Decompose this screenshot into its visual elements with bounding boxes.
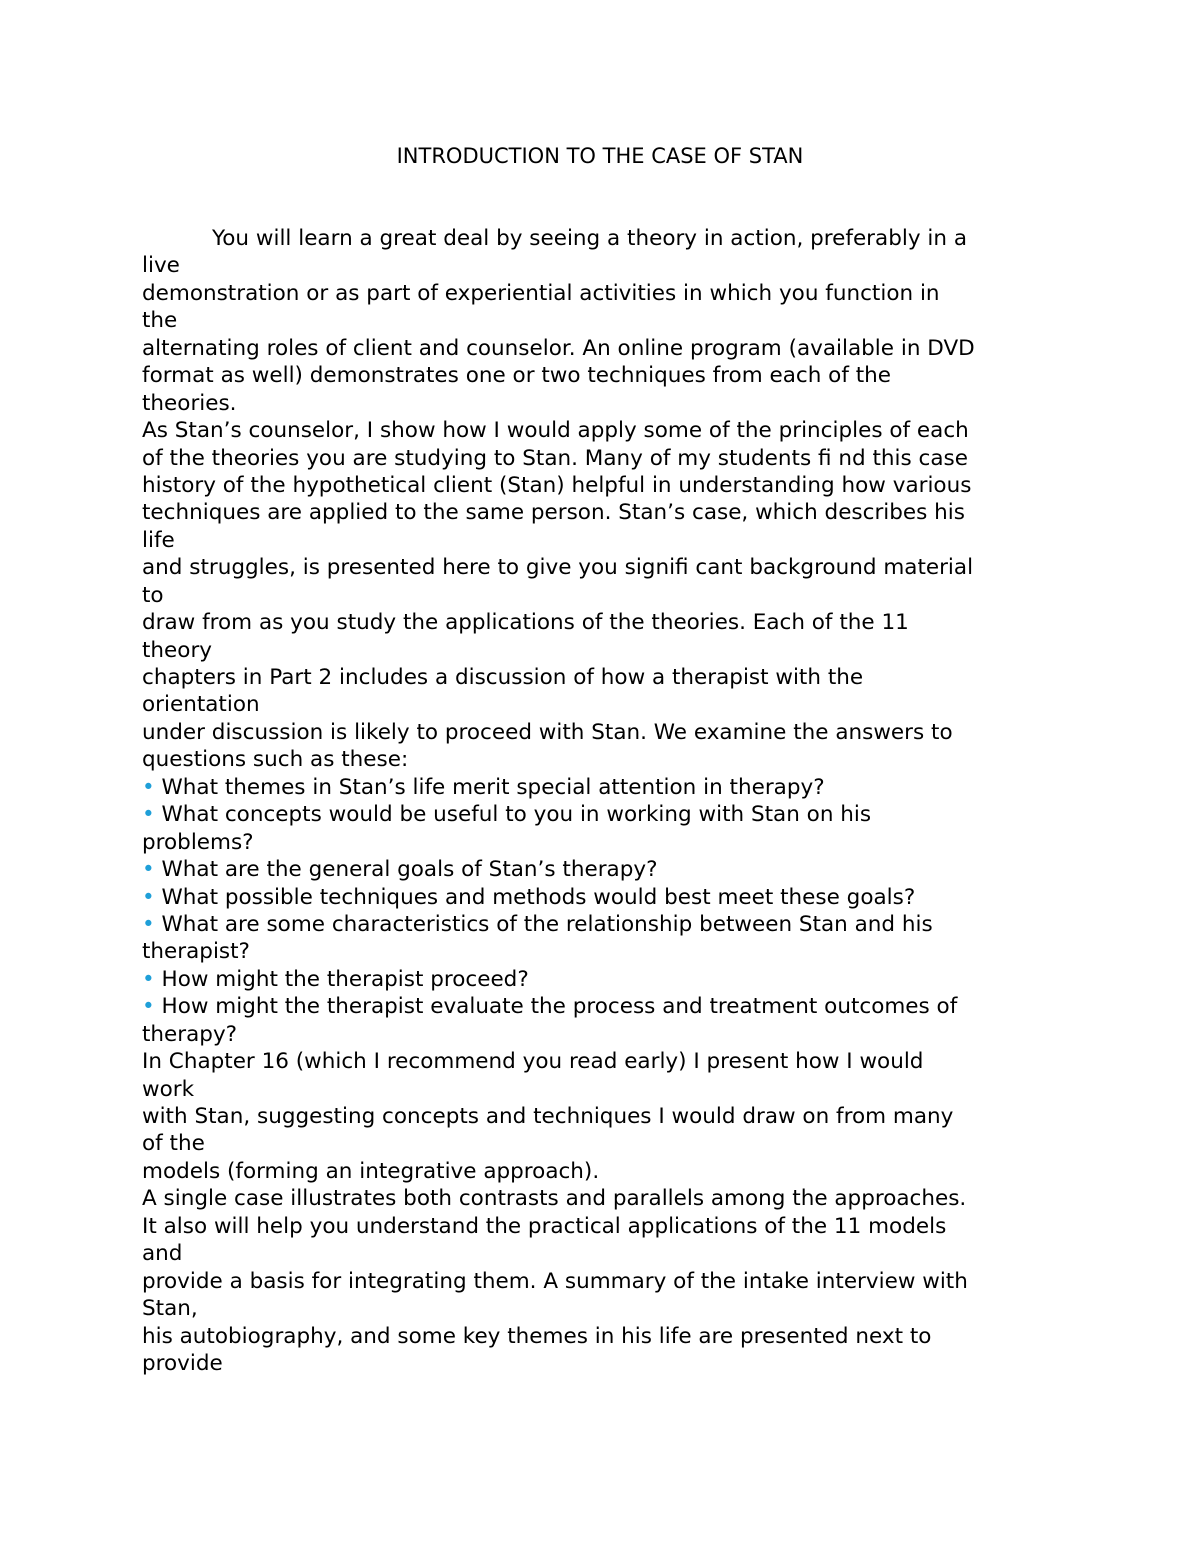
bullet-icon: • xyxy=(142,774,155,800)
text-line: and struggles, is presented here to give you signifi cant background material xyxy=(142,555,974,581)
bullet-text: What are the general goals of Stan’s therapy? xyxy=(161,857,658,883)
bullet-item xyxy=(142,966,1082,993)
bullet-icon: • xyxy=(142,994,155,1020)
text-line: It also will help you understand the practical applications of the 11 models xyxy=(142,1213,947,1239)
bullet-item xyxy=(142,774,1082,801)
text-line: provide a basis for integrating them. A summary of the intake interview with xyxy=(142,1268,968,1294)
page-title: INTRODUCTION TO THE CASE OF STAN xyxy=(396,144,804,168)
text-line: of the theories you are studying to Stan. Many of my students fi nd this case xyxy=(142,445,968,471)
bullet-text: What are some characteristics of the relationship between Stan and his xyxy=(161,911,933,937)
text-line: of the xyxy=(142,1131,205,1157)
text-line: and xyxy=(142,1241,183,1267)
text-line: life xyxy=(142,527,175,553)
text-line: work xyxy=(142,1076,195,1102)
text-line: In Chapter 16 (which I recommend you read early) I present how I would xyxy=(142,1049,924,1075)
text-line: his autobiography, and some key themes in his life are presented next to xyxy=(142,1323,932,1349)
bullet-icon: • xyxy=(142,802,155,828)
text-line: demonstration or as part of experiential activities in which you function in xyxy=(142,280,940,306)
bullet-icon: • xyxy=(142,857,155,883)
text-line: draw from as you study the applications of the theories. Each of the 11 xyxy=(142,610,909,636)
text-line: You will learn a great deal by seeing a theory in action, preferably in a xyxy=(212,226,967,251)
bullet-item xyxy=(142,884,1082,911)
text-line: provide xyxy=(142,1350,223,1376)
text-line: orientation xyxy=(142,692,260,718)
text-line: chapters in Part 2 includes a discussion of how a therapist with the xyxy=(142,665,864,690)
bullet-continuation: therapist? xyxy=(142,939,250,965)
bullet-text: How might the therapist proceed? xyxy=(161,966,529,992)
bullet-text: What concepts would be useful to you in working with Stan on his xyxy=(161,802,872,828)
bullet-text: What possible techniques and methods would best meet these goals? xyxy=(161,884,916,910)
text-line: under discussion is likely to proceed with Stan. We examine the answers to xyxy=(142,719,953,745)
text-line: models (forming an integrative approach). xyxy=(142,1158,600,1184)
bullet-item xyxy=(142,911,1082,938)
text-line: to xyxy=(142,582,164,608)
bullet-item xyxy=(142,993,1082,1020)
text-line: Stan, xyxy=(142,1296,198,1322)
bullet-icon: • xyxy=(142,884,155,910)
text-line: format as well) demonstrates one or two techniques from each of the xyxy=(142,363,892,389)
text-line: the xyxy=(142,308,178,334)
bullet-text: How might the therapist evaluate the process and treatment outcomes of xyxy=(161,994,958,1020)
bullet-icon: • xyxy=(142,911,155,937)
text-line: questions such as these: xyxy=(142,747,409,773)
text-line: techniques are applied to the same person. Stan’s case, which describes his xyxy=(142,500,965,526)
bullet-item xyxy=(142,801,1082,828)
bullet-icon: • xyxy=(142,966,155,992)
text-line: history of the hypothetical client (Stan) helpful in understanding how various xyxy=(142,472,972,498)
text-line: theories. xyxy=(142,390,237,416)
bullet-continuation: therapy? xyxy=(142,1021,238,1047)
text-line: with Stan, suggesting concepts and techniques I would draw on from many xyxy=(142,1104,954,1129)
text-line: As Stan’s counselor, I show how I would apply some of the principles of each xyxy=(142,418,969,444)
bullet-item xyxy=(142,856,1082,883)
text-line: A single case illustrates both contrasts and parallels among the approaches. xyxy=(142,1186,967,1212)
bullet-continuation: problems? xyxy=(142,829,254,855)
bullet-text: What themes in Stan’s life merit special attention in therapy? xyxy=(161,774,825,800)
text-line: live xyxy=(142,253,180,279)
text-line: alternating roles of client and counselor. An online program (available in DVD xyxy=(142,335,975,361)
text-line: theory xyxy=(142,637,213,663)
document-body xyxy=(142,225,1082,1377)
